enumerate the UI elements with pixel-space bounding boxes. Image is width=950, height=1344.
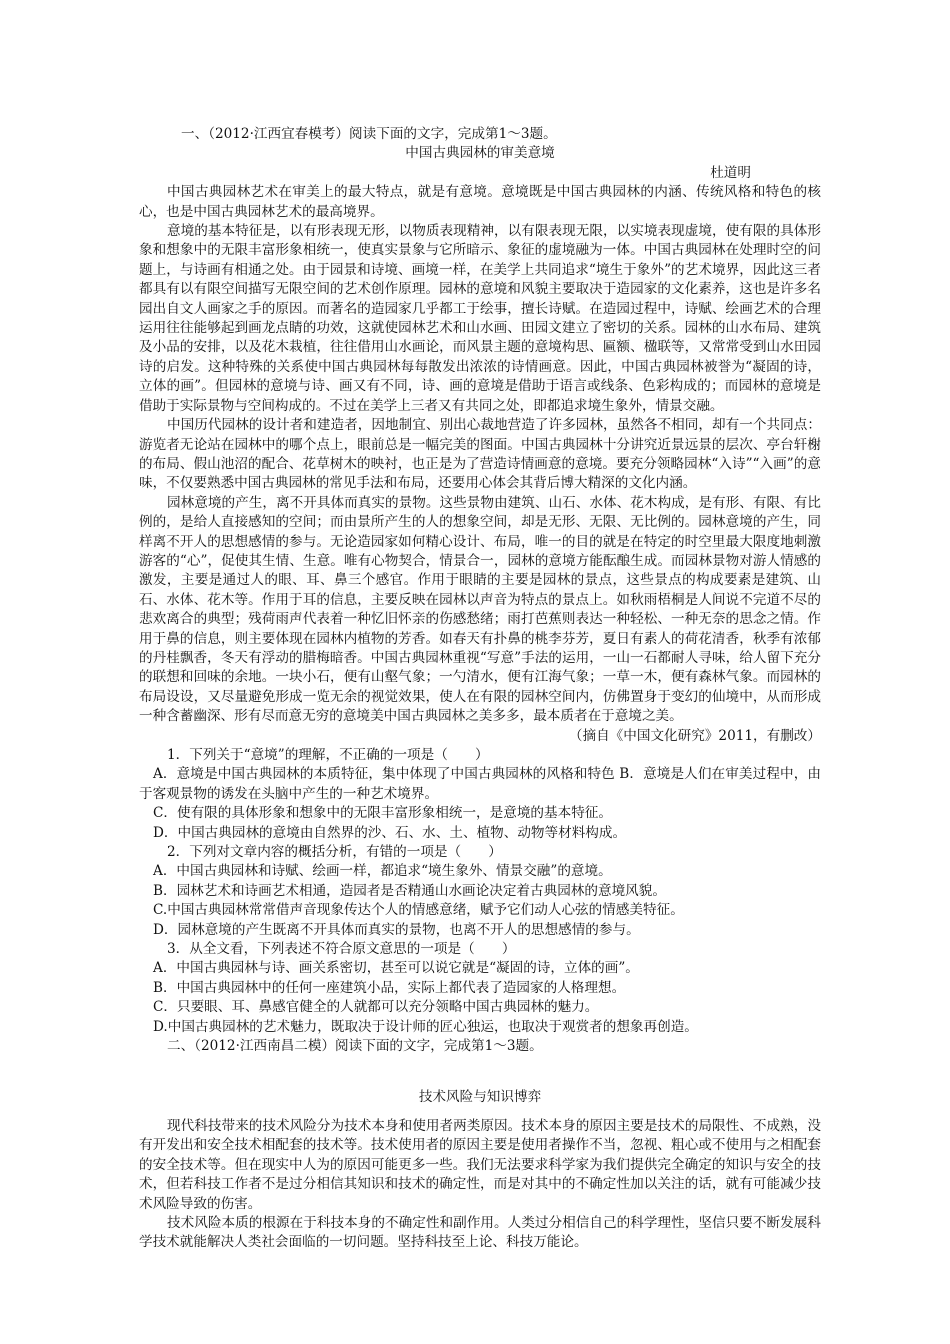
question-option: D．园林意境的产生既离不开具体而真实的景物，也离不开人的思想感情的参与。 [153, 921, 640, 938]
spacer [139, 1057, 821, 1088]
question-stem: 3．从全文看，下列表述不符合原文意思的一项是（ ） [167, 941, 516, 958]
question-option: C.中国古典园林常常借声音现象传达个人的情感意绪，赋予它们动人心弦的情感美特征。 [153, 902, 684, 919]
article2-title: 技术风险与知识博弈 [418, 1088, 542, 1105]
question-option: B．园林艺术和诗画艺术相通，造园者是否精通山水画论决定着古典园林的意境风貌。 [153, 882, 666, 899]
section2-heading: 二、（2012·江西南昌二模）阅读下面的文字，完成第1～3题。 [167, 1038, 543, 1055]
question-option: B．中国古典园林中的任何一座建筑小品，实际上都代表了造园家的人格理想。 [153, 979, 626, 996]
question-option: C．使有限的具体形象和想象中的无限丰富形象相统一，是意境的基本特征。 [153, 805, 612, 822]
question-option: A．中国古典园林和诗赋、绘画一样，都追求“境生象外、情景交融”的意境。 [153, 863, 612, 880]
article1-paragraph: 意境的基本特征是，以有形表现无形，以物质表现精神，以有限表现无限，以实境表现虚境，使有限的具体形象和想象中的无限丰富形象相统一，使真实景象与它所暗示、象征的虚境融为一体。中国古典园林在处理时空的问题上，与诗画有相通之处。由于园景和诗境、画境一样，在美学上共同追求“境生于象外”的艺术境界，因此这三者都具有以有限空间描写无限空间的艺术创作原理。园林的意境和风貌主要取决于造园家的文化素养，这也是许多名园出自文人画家之手的原因。而著名的造园家几乎都工于绘事，擅长诗赋。在造园过程中，诗赋、绘画艺术的合理运用往往能够起到画龙点睛的功效，这就使园林艺术和山水画、田园文建立了密切的关系。园林的山水布局、建筑及小品的安排，以及花木栽植，往往借用山水画论，而风景主题的意境构思、匾额、楹联等，又常常受到山水田园诗的启发。这种特殊的关系使中国古典园林每每散发出浓浓的诗情画意。因此，中国古典园林被誉为“凝固的诗，立体的画”。但园林的意境与诗、画又有不同，诗、画的意境是借助于语言或线条、色彩构成的；而园林的意境是借助于实际景物与空间构成的。不过在美学上三者又有共同之处，即都追求境生象外，情景交融。 [139, 223, 821, 414]
question-option: D.中国古典园林的艺术魅力，既取决于设计师的匠心独运，也取决于观赏者的想象再创造。 [153, 1018, 698, 1035]
article1-paragraph: 中国古典园林艺术在审美上的最大特点，就是有意境。意境既是中国古典园林的内涵、传统风格和特色的核心，也是中国古典园林艺术的最高境界。 [139, 184, 821, 220]
article1-source: （摘自《中国文化研究》2011，有删改） [568, 727, 821, 744]
article2-paragraph: 现代科技带来的技术风险分为技术本身和使用者两类原因。技术本身的原因主要是技术的局限性、不成熟，没有开发出和安全技术相配套的技术等。技术使用者的原因主要是使用者操作不当，忽视、粗心或不使用与之相配套的安全技术等。但在现实中人为的原因可能更多一些。我们无法要求科学家为我们提供完全确定的知识与安全的技术，但若科技工作者不是过分相信其知识和技术的确定性，而是对其中的不确定性加以关注的话，就有可能减少技术风险导致的伤害。 [139, 1117, 821, 1212]
document-page [139, 125, 821, 1253]
question-option: A．中国古典园林与诗、画关系密切，甚至可以说它就是“凝固的诗，立体的画”。 [153, 960, 639, 977]
article2-paragraph: 技术风险本质的根源在于科技本身的不确定性和副作用。人类过分相信自己的科学理性，坚信只要不断发展科学技术就能解决人类社会面临的一切问题。坚持科技至上论、科技万能论。 [139, 1214, 821, 1251]
question-option: C．只要眼、耳、鼻感官健全的人就都可以充分领略中国古典园林的魅力。 [153, 999, 599, 1016]
article1-paragraph: 园林意境的产生，离不开具体而真实的景物。这些景物由建筑、山石、水体、花木构成，是有形、有限、有比例的，是给人直接感知的空间；而由景所产生的人的想象空间，却是无形、无限、无比例的。园林意境的产生，同样离不开人的思想感情的参与。无论造园家如何精心设计、布局，唯一的目的就是在特定的时空里最大限度地刺激游客的“心”，促使其生情、生意。唯有心物契合，情景合一，园林的意境方能酝酿生成。而园林景物对游人情感的激发，主要是通过人的眼、耳、鼻三个感官。作用于眼睛的主要是园林的景点，这些景点的构成要素是建筑、山石、水体、花木等。作用于耳的信息，主要反映在园林以声音为特点的景点上。如秋雨梧桐是人间说不完道不尽的悲欢离合的典型；残荷雨声代表着一种忆旧怀亲的伤感愁绪；雨打芭蕉则表达一种轻松、一种无奈的思念之情。作用于鼻的信息，则主要体现在园林内植物的芳香。如春天有扑鼻的桃李芬芳，夏日有素人的荷花清香，秋季有浓郁的丹桂飘香，冬天有浮动的腊梅暗香。中国古典园林重视“写意”手法的运用，一山一石都耐人寻味，给人留下充分的联想和回味的余地。一块小石，便有山壑气象；一勺清水，便有江海气象；一草一木，便有森林气象。而园林的布局设设，又尽量避免形成一览无余的视觉效果，使人在有限的园林空间内，仿佛置身于变幻的仙境中，从而形成一种含蓄幽深、形有尽而意无穷的意境美中国古典园林之美多多，最本质者在于意境之美。 [139, 494, 821, 725]
question-option: D．中国古典园林的意境由自然界的沙、石、水、土、植物、动物等材料构成。 [153, 824, 627, 841]
article1-title: 中国古典园林的审美意境 [405, 145, 555, 162]
question-stem: 1．下列关于“意境”的理解，不正确的一项是（ ） [167, 747, 489, 763]
article1-paragraph: 中国历代园林的设计者和建造者，因地制宜、别出心裁地营造了许多园林，虽然各不相同，却有一个共同点：游览者无论站在园林中的哪个点上，眼前总是一幅完美的图面。中国古典园林十分讲究近景远景的层次、亭台轩榭的布局、假山池沼的配合、花草树木的映衬，也正是为了营造诗情画意的意境。要充分领略园林“入诗”“入画”的意味，不仅要熟悉中国古典园林的常见手法和布局，还要用心体会其背后博大精深的文化内涵。 [139, 417, 821, 492]
question-option: A．意境是中国古典园林的本质特征，集中体现了中国古典园林的风格和特色 B．意境是人们在审美过程中，由于客观景物的诱发在头脑中产生的一种艺术境界。 [139, 766, 821, 802]
question-stem: 2．下列对文章内容的概括分析，有错的一项是（ ） [167, 844, 502, 861]
article1-author: 杜道明 [710, 164, 751, 181]
section1-heading: 一、（2012·江西宜春模考）阅读下面的文字，完成第1～3题。 [181, 126, 557, 142]
spacer [139, 1107, 821, 1117]
